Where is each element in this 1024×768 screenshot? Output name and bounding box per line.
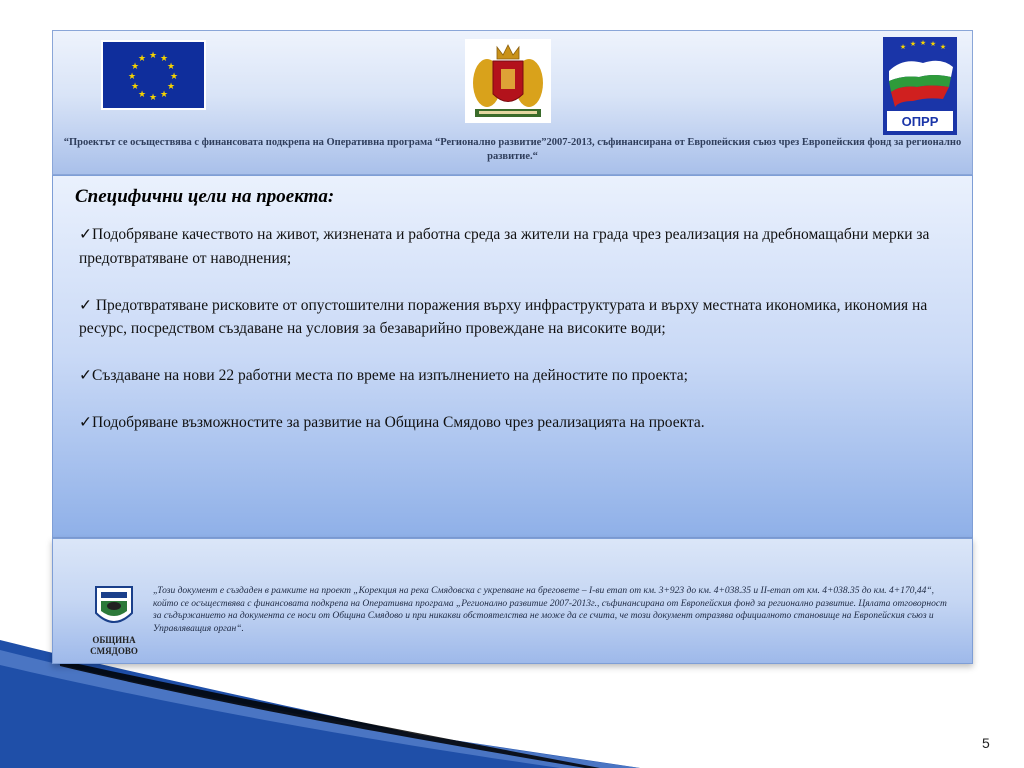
- page-number: 5: [982, 735, 990, 751]
- objectives-list: [79, 223, 959, 458]
- svg-text:★: ★: [130, 82, 140, 92]
- svg-text:★: ★: [127, 72, 137, 82]
- svg-text:★: ★: [166, 62, 176, 72]
- municipality-name: ОБЩИНА СМЯДОВО: [90, 635, 138, 656]
- svg-text:★: ★: [909, 40, 917, 48]
- coat-of-arms-logo: [465, 39, 551, 123]
- svg-text:★: ★: [148, 93, 158, 103]
- svg-text:★: ★: [939, 43, 947, 51]
- svg-text:★: ★: [169, 72, 179, 82]
- footer-disclaimer: „Този документ е създаден в рамките на проект „Корекция на река Смядовска с укрепване на бреговете – I-ви етап от км. 3+923 до км. 4+038.35 и II-етап от км. 4+038.35 до км. 4+170,44“, който се осъществява с финансовата подкрепа на Оперативна програма „Регионално развитие 2007-2013г., съфинансирана от Европейския фонд за регионално развитие. Цялата отговорност за съдържанието на документа се носи от Община Смядово и при никакви обстоятелства не може да се счита, че този документ отразява официалното становище на Европейския съюз и Управляващия орган“.: [153, 586, 947, 634]
- svg-text:★: ★: [130, 62, 140, 72]
- svg-text:★: ★: [899, 43, 907, 51]
- objective-item: ✓Създаване на нови 22 работни места по време на изпълнението на дейностите по проекта;: [79, 367, 688, 384]
- header-band: [52, 30, 973, 175]
- svg-text:★: ★: [159, 54, 169, 64]
- funding-statement: “Проектът се осъществява с финансовата подкрепа на Оперативна програма “Регионално развитие”2007-2013, съфинансирана от Европейския съюз чрез Европейския фонд за регионално развитие.“: [63, 137, 962, 162]
- objective-item: ✓Подобряване качеството на живот, жизнената и работна среда за жители на града чрез реализация на дребномащабни мерки за предотвратяване от наводнения;: [79, 226, 930, 267]
- municipality-crest-icon: [93, 583, 135, 631]
- svg-text:★: ★: [919, 39, 927, 47]
- oppr-label: ОПРР: [901, 114, 939, 129]
- svg-text:★: ★: [159, 90, 169, 100]
- oppr-logo: [883, 37, 957, 135]
- svg-text:★: ★: [137, 90, 147, 100]
- footer-band: [52, 538, 973, 664]
- eu-stars-icon: [103, 42, 204, 108]
- svg-text:★: ★: [166, 82, 176, 92]
- objective-item: ✓Подобряване възможностите за развитие на Община Смядово чрез реализацията на проекта.: [79, 414, 705, 431]
- main-content-box: [52, 175, 973, 538]
- objective-item: ✓ Предотвратяване рисковите от опустошителни поражения върху инфраструктурата и върху местната икономика, икономия на ресурс, посредством създаване на условия за безаварийно провеждане на високите води;: [79, 296, 928, 337]
- eu-flag-logo: [101, 40, 206, 110]
- page-title: Специфични цели на проекта:: [75, 186, 335, 207]
- svg-text:★: ★: [148, 51, 158, 61]
- svg-text:★: ★: [929, 40, 937, 48]
- svg-text:★: ★: [137, 54, 147, 64]
